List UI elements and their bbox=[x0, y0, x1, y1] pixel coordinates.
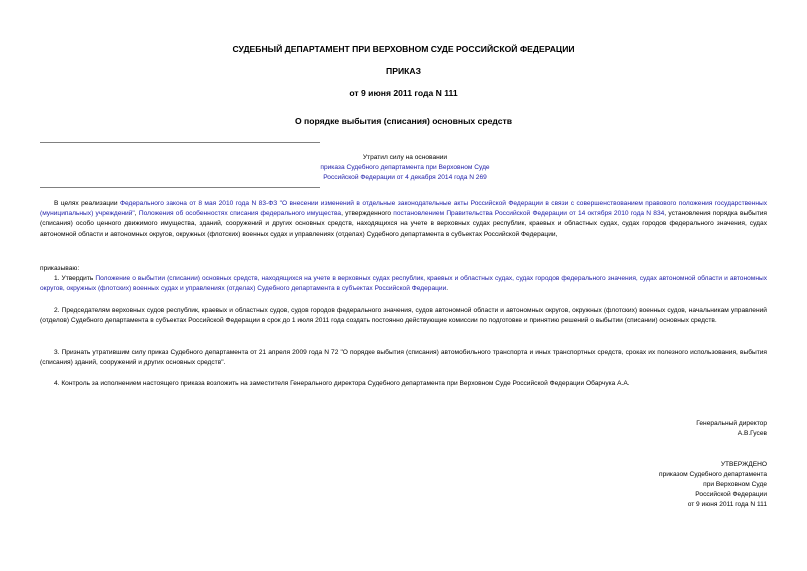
preamble-paragraph bbox=[40, 199, 767, 240]
item1-text-1: 1. Утвердить bbox=[54, 275, 96, 282]
government-decree-link[interactable]: постановлением Правительства Российской Федерации от 14 октября 2010 года N 834 bbox=[393, 210, 665, 218]
signatory-position: Генеральный директор bbox=[696, 420, 767, 427]
order-item-2 bbox=[40, 306, 767, 326]
item3-text: 3. Признать утратившим силу приказ Судебного департамента от 21 апреля 2009 года N 72 "О порядке выбытия (списания) автомобильного транспорта и иных транспортных средств, сроках их полезного использования, выбытия (списания) зданий, сооружений и других основных средств". bbox=[40, 349, 767, 367]
federal-law-link[interactable]: Федерального закона от 8 мая 2010 года N 83-ФЗ "О внесении изменений в отдельные законодательные акты Российской Федерации в связи с совершенствованием правового положения государственных (муниципальных) учреждений" bbox=[40, 200, 768, 218]
approval-line-2: при Верховном Суде bbox=[703, 481, 767, 488]
regulation-approval-link[interactable]: Положение о выбытии (списании) основных средств, находящихся на учете в верховных судах республик, краевых и областных судах, судах городов федерального значения, судах автономной области и автономных округов, окружных (флотских) военных судах и управлениях (отделах) Судебного департамента в субъектах Российской Федерации bbox=[40, 275, 767, 293]
document-title: О порядке выбытия (списания) основных средств bbox=[294, 116, 513, 126]
repeal-notice-text: Утратил силу на основании bbox=[362, 154, 448, 161]
preamble-text-4: , установления порядка выбытия (списания) особо ценного движимого имущества, зданий, сооружений и других основных средств, находящихся на учете в верховных судах республик, краевых и областных судах, судах городов федерального значения, судах автономной области и автономных округов, окружных (флотских) военных судах и управлениях (отделах) Судебного департамента в субъектах Российской Федерации, bbox=[40, 210, 767, 238]
document-type: ПРИКАЗ bbox=[386, 66, 421, 76]
repeal-notice-link-line2[interactable]: Российской Федерации от 4 декабря 2014 года N 269 bbox=[323, 174, 487, 181]
approval-block bbox=[547, 460, 767, 510]
signature-block bbox=[547, 419, 767, 439]
order-item-4 bbox=[40, 379, 767, 389]
order-word: приказываю: bbox=[40, 265, 80, 272]
document-date-number: от 9 июня 2011 года N 111 bbox=[349, 88, 458, 98]
approval-line-1: приказом Судебного департамента bbox=[659, 471, 767, 478]
top-divider bbox=[40, 142, 320, 143]
preamble-text-2: , bbox=[134, 210, 139, 218]
order-item-1 bbox=[40, 274, 767, 294]
organization-heading: СУДЕБНЫЙ ДЕПАРТАМЕНТ ПРИ ВЕРХОВНОМ СУДЕ РОССИЙСКОЙ ФЕДЕРАЦИИ bbox=[232, 44, 575, 54]
item2-text: 2. Председателям верховных судов республик, краевых и областных судов, судов городов федерального значения, судов автономной области и автономных округов, окружных (флотских) военных судов, начальникам управлений (отделов) Судебного департамента в субъектах Российской Федерации в срок до 1 июля 2011 года создать постоянно действующие комиссии по подготовке и принятию решений о выбытии (списании) основных средств. bbox=[40, 307, 767, 325]
regulation-link[interactable]: Положения об особенностях списания федерального имущества bbox=[138, 210, 342, 218]
repeal-notice bbox=[300, 153, 510, 183]
repeal-notice-link-line1[interactable]: приказа Судебного департамента при Верховном Суде bbox=[320, 164, 490, 171]
preamble-text-3: , утвержденного bbox=[341, 210, 394, 218]
approval-word: УТВЕРЖДЕНО bbox=[720, 461, 767, 468]
approval-line-4: от 9 июня 2011 года N 111 bbox=[687, 501, 767, 508]
bottom-divider bbox=[40, 187, 320, 188]
preamble-text-1: В целях реализации bbox=[54, 200, 120, 207]
approval-line-3: Российской Федерации bbox=[695, 491, 767, 498]
order-item-3 bbox=[40, 348, 767, 368]
item4-text: 4. Контроль за исполнением настоящего приказа возложить на заместителя Генерального директора Судебного департамента при Верховном Суде Российской Федерации Обарчука А.А. bbox=[54, 380, 630, 387]
signatory-name: А.В.Гусев bbox=[737, 430, 767, 437]
item1-text-2: . bbox=[446, 285, 449, 293]
